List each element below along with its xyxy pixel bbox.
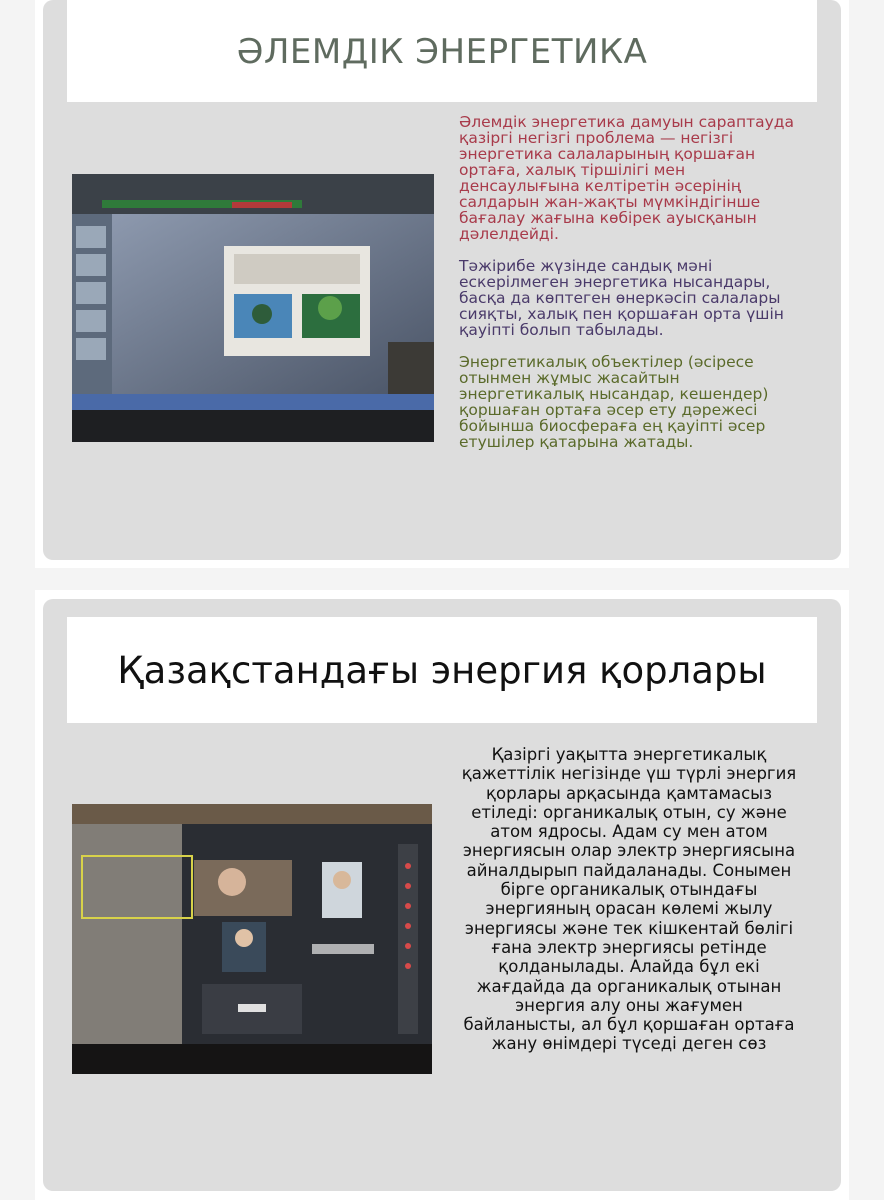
slide-1-paragraph-1: Әлемдік энергетика дамуын сараптауда қазіргі негізгі проблема — негізгі энергетика салаларының қоршаған ортаға, халық тіршілігі мен денсаулығына келтіретін әсерінің салдарын жан-жақты мүмкіндігінше бағалау жағына көбірек ауысқанын дәлелдейді. [459, 113, 795, 243]
slide-2 [43, 599, 841, 1191]
slide-1-paragraph-3: Энергетикалық объектілер (әсіресе отынмен жұмыс жасайтын энергетикалық нысандар, кешендер) қоршаған ортаға әсер ету дәрежесі бойынша биосфераға ең қауіпті әсер етушілер қатарына жатады. [459, 353, 769, 451]
slide-2-title: Қазақстандағы энергия қорлары [117, 648, 767, 692]
slide-1-title: ӘЛЕМДІК ЭНЕРГЕТИКА [236, 32, 648, 72]
slide-1-text [459, 114, 809, 450]
slide-1-paragraph-2: Тәжірибе жүзінде сандық мәні ескерілмеген энергетика нысандары, басқа да көптеген өнеркәсіп салалары сияқты, халық пен қоршаған орта үшін қауіпті болып табылады. [459, 257, 784, 339]
slide-card-2 [35, 590, 849, 1200]
slide-2-photo [72, 804, 432, 1074]
slide-2-text [457, 745, 801, 1054]
slide-2-body: Қазіргі уақытта энергетикалық қажеттілік негізінде үш түрлі энергия қорлары арқасында қамтамасыз етіледі: органикалық отын, су және атом ядросы. Адам су мен атом энергиясын олар электр энергиясына айналдырып пайдаланады. Сонымен бірге органикалық отындағы энергияның орасан көлемі жылу энергиясы және тек кішкентай бөлігі ғана электр энергиясы ретінде қолданылады. Алайда бұл екі жағдайда да органикалық отынан энергия алу оны жағумен байланысты, ал бұл қоршаған ортаға жану өнімдері түседі деген сөз [461, 745, 797, 1054]
laptop-screen-image [72, 174, 434, 442]
slide-1-photo [72, 174, 434, 442]
video-call-image [72, 804, 432, 1074]
slide-1 [43, 0, 841, 560]
slide-2-title-box [67, 617, 817, 723]
slide-card-1 [35, 0, 849, 568]
slide-1-title-box [67, 0, 817, 102]
